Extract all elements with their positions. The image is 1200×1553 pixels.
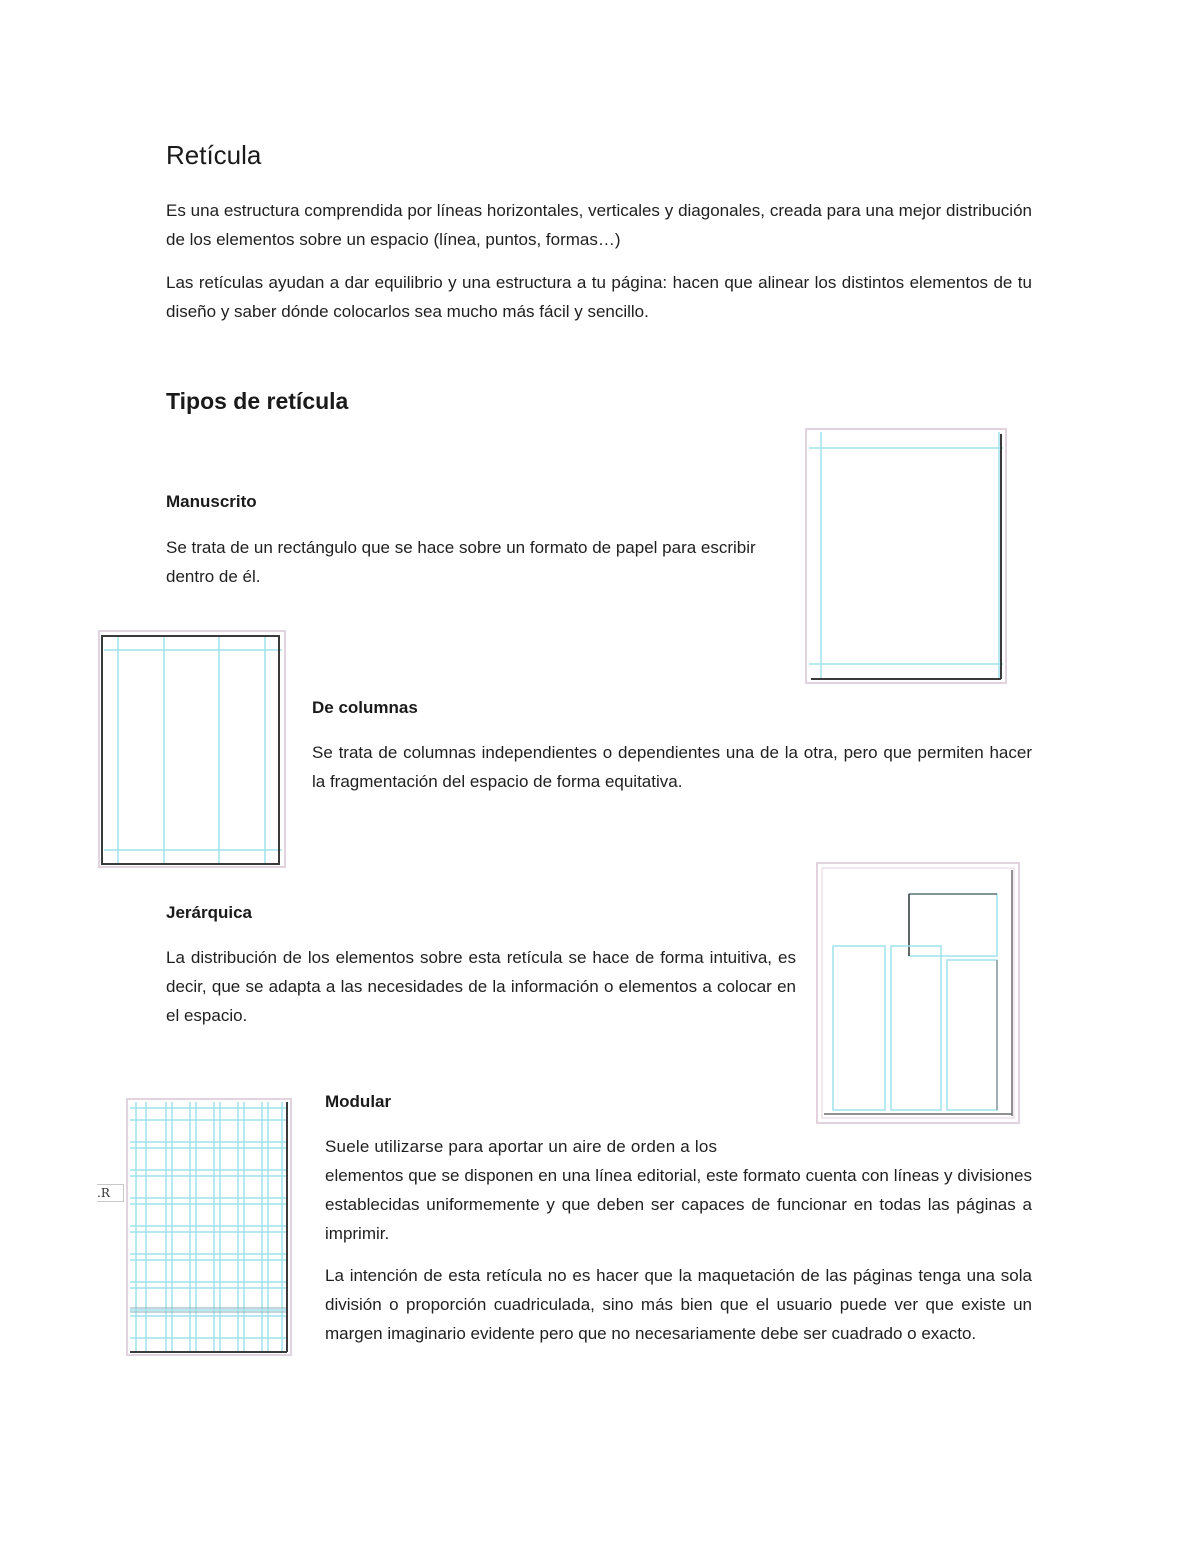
modular-heading: Modular bbox=[325, 1092, 392, 1111]
columnas-grid-figure bbox=[98, 630, 288, 870]
manuscrito-heading: Manuscrito bbox=[166, 492, 257, 511]
types-heading: Tipos de retícula bbox=[166, 388, 349, 414]
jerarquica-heading: Jerárquica bbox=[166, 903, 252, 922]
jerarquica-grid-figure bbox=[816, 862, 1022, 1126]
modular-grid-figure bbox=[126, 1098, 294, 1358]
modular-side-label: .R bbox=[97, 1184, 124, 1202]
modular-text-lead: Suele utilizarse para aportar un aire de orden a los bbox=[325, 1137, 718, 1156]
page-title: Retícula bbox=[166, 140, 262, 170]
jerarquica-text: La distribución de los elementos sobre esta retícula se hace de forma intuitiva, es decir, que se adapta a las necesidades de la información o elementos a colocar en el espacio. bbox=[166, 948, 796, 1025]
manuscrito-text: Se trata de un rectángulo que se hace sobre un formato de papel para escribir dentro de él. bbox=[166, 538, 756, 586]
modular-text-2: La intención de esta retícula no es hacer que la maquetación de las páginas tenga una sola división o proporción cuadriculada, sino más bien que el usuario puede ver que existe un margen imaginario evidente pero que no necesariamente debe ser cuadrado o exacto. bbox=[325, 1266, 1032, 1343]
manuscrito-grid-figure bbox=[805, 428, 1009, 686]
columnas-heading: De columnas bbox=[312, 698, 418, 717]
intro-paragraph-1: Es una estructura comprendida por líneas horizontales, verticales y diagonales, creada para una mejor distribución de los elementos sobre un espacio (línea, puntos, formas…) bbox=[166, 201, 1032, 249]
columnas-text: Se trata de columnas independientes o dependientes una de la otra, pero que permiten hacer la fragmentación del espacio de forma equitativa. bbox=[312, 743, 1032, 791]
intro-paragraph-2: Las retículas ayudan a dar equilibrio y una estructura a tu página: hacen que alinear los distintos elementos de tu diseño y saber dónde colocarlos sea mucho más fácil y sencillo. bbox=[166, 273, 1032, 321]
modular-text: elementos que se disponen en una línea editorial, este formato cuenta con líneas y divisiones establecidas uniformemente y que deben ser capaces de funcionar en todas las páginas a imprimir. bbox=[325, 1166, 1032, 1243]
